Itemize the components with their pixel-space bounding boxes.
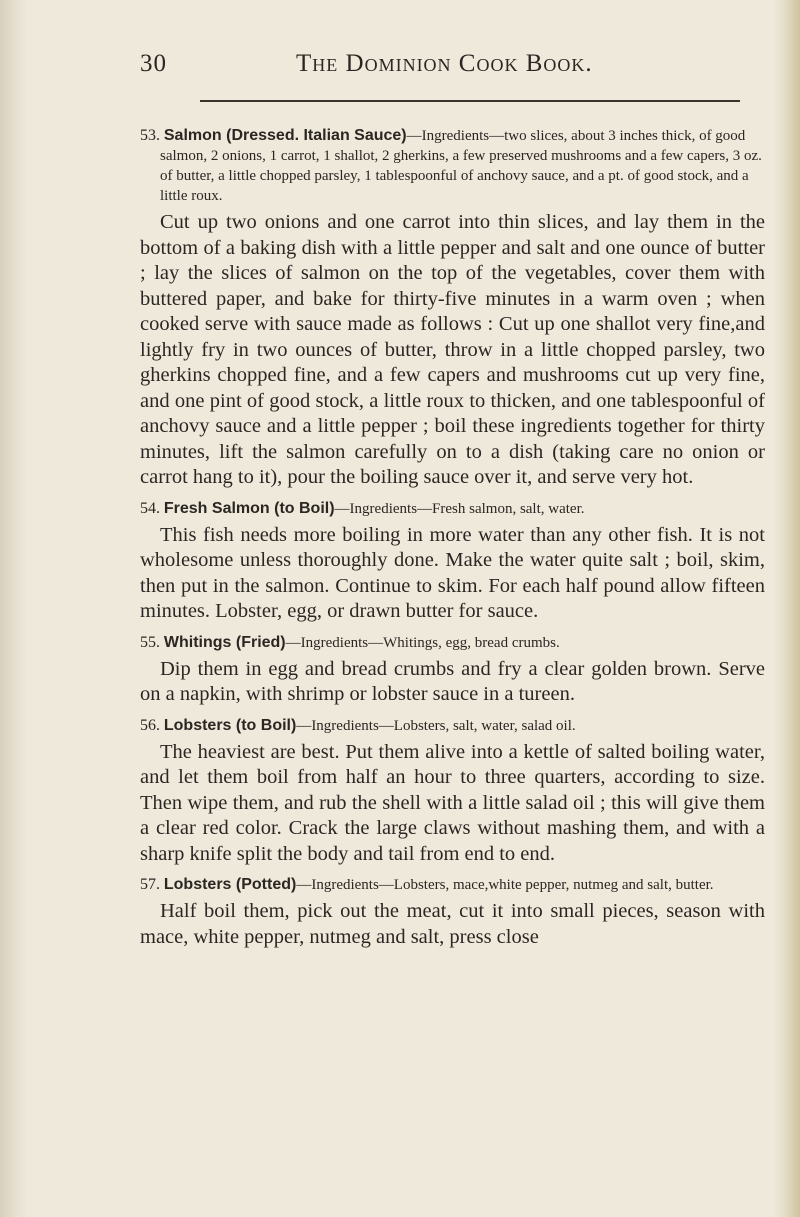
header-rule bbox=[200, 100, 740, 102]
recipe-title: Fresh Salmon (to Boil) bbox=[163, 499, 335, 517]
recipe-title: Whitings (Fried) bbox=[163, 633, 286, 651]
recipe-heading bbox=[140, 499, 765, 519]
recipe-title: Lobsters (to Boil) bbox=[163, 716, 297, 734]
recipe-55 bbox=[140, 633, 765, 708]
page-edge-left bbox=[0, 0, 28, 1217]
recipe-number: 57. bbox=[140, 876, 160, 893]
recipe-54 bbox=[140, 499, 765, 625]
recipe-number: 53. bbox=[140, 127, 160, 144]
recipe-number: 55. bbox=[140, 633, 160, 651]
page-number: 30 bbox=[140, 50, 167, 77]
recipe-56 bbox=[140, 716, 765, 868]
recipe-instructions: This fish needs more boiling in more water than any other fish. It is not wholesome unless thoroughly done. Make the water quite salt ; boil, skim, then put in the salmon. Continue to skim. For each half pound allow fifteen minutes. Lobster, egg, or drawn butter for sauce. bbox=[140, 523, 765, 622]
recipe-number: 54. bbox=[140, 499, 160, 517]
recipe-instructions: Half boil them, pick out the meat, cut it into small pieces, season with mace, white pepper, nutmeg and salt, press close bbox=[140, 900, 765, 948]
recipe-ingredients: —Ingredients—Fresh salmon, salt, water. bbox=[334, 500, 585, 517]
recipe-instructions: The heaviest are best. Put them alive into a kettle of salted boiling water, and let them boil from half an hour to three quarters, according to size. Then wipe them, and rub the shell with a little salad oil ; this will give them a clear red color. Crack the large claws without mashing them, and with a sharp knife split the body and tail from end to end. bbox=[140, 740, 765, 865]
recipe-number: 56. bbox=[140, 716, 160, 734]
recipe-instructions: Dip them in egg and bread crumbs and fry a clear golden brown. Serve on a napkin, with shrimp or lobster sauce in a tureen. bbox=[140, 657, 765, 705]
recipe-instructions: Cut up two onions and one carrot into thin slices, and lay them in the bottom of a baking dish with a little pepper and salt and one ounce of butter ; lay the slices of salmon on the top of the vegetables, cover them with buttered paper, and bake for thirty-five minutes in a warm oven ; when cooked serve with sauce made as follows : Cut up one shallot very fine,and lightly fry in two ounces of butter, throw in a little chopped parsley, two gherkins chopped fine, and a few capers and mushrooms cut up very fine, and one pint of good stock, a little roux to thicken, and one tablespoonful of anchovy sauce and a little pepper ; boil these ingredients together for thirty minutes, lift the salmon carefully on to a dish (taking care no onion or carrot hang to it), pour the boiling sauce over it, and serve very hot. bbox=[140, 211, 765, 488]
page-edge-right bbox=[774, 0, 800, 1217]
recipe-ingredients: —Ingredients—Whitings, egg, bread crumbs. bbox=[285, 634, 560, 651]
recipe-title: Salmon (Dressed. Italian Sauce) bbox=[163, 127, 407, 144]
book-title: The Dominion Cook Book. bbox=[296, 50, 593, 77]
recipe-ingredients: —Ingredients—Lobsters, salt, water, salad oil. bbox=[296, 717, 576, 734]
recipe-heading bbox=[140, 633, 765, 653]
recipe-53 bbox=[140, 126, 765, 491]
book-page bbox=[140, 50, 765, 958]
recipe-ingredients: —Ingredients—two slices, about 3 inches thick, of good salmon, 2 onions, 1 carrot, 1 shallot, 2 gherkins, a few preserved mushrooms and a few capers, 3 oz. of butter, a little chopped parsley, 1 tablespoonful of anchovy sauce, and a pt. of good stock, and a little roux. bbox=[160, 128, 762, 204]
recipe-title: Lobsters (Potted) bbox=[163, 876, 297, 893]
recipe-heading bbox=[140, 716, 765, 736]
recipe-heading bbox=[140, 875, 765, 895]
recipe-heading bbox=[140, 126, 765, 206]
recipe-list bbox=[140, 126, 765, 950]
recipe-ingredients: —Ingredients—Lobsters, mace,white pepper, nutmeg and salt, butter. bbox=[296, 877, 714, 893]
recipe-57 bbox=[140, 875, 765, 950]
running-head bbox=[140, 50, 765, 84]
